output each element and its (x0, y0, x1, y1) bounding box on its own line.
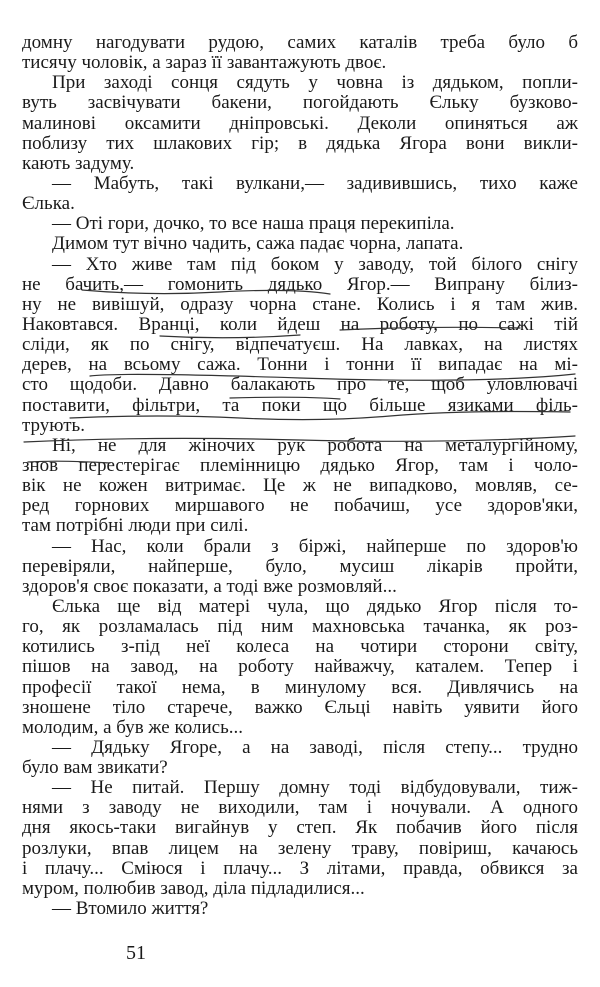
text-line: При заході сонця сядуть у човна із дядьком, попли- (52, 72, 578, 94)
text-line: розлуки, впав лицем на зелену траву, повіриш, качаюсь (22, 837, 578, 859)
text-line: тисячу чоловік, а зараз її завантажують двоє. (22, 52, 387, 74)
text-line: малинові оксамити дніпровські. Деколи опиняться аж (22, 112, 578, 134)
text-line: ну не вивішуй, одразу чорна стане. Колись і я там жив. (22, 293, 578, 315)
text-line: нями з заводу не виходили, там і ночували. А одного (22, 797, 578, 819)
text-line: Ні, не для жіночих рук робота на металургійному, (52, 434, 578, 456)
text-line: — Не питай. Першу домну тоді відбудовували, тиж- (52, 777, 578, 799)
text-line: дня якось-таки вигайнув у степ. Як побачив його після (22, 817, 578, 839)
text-line: пішов на завод, на роботу найважчу, каталем. Тепер і (22, 656, 578, 678)
text-line: перевіряли, найперше, було, мусиш лікарів пройти, (22, 555, 578, 577)
text-line: поблизу тих шлакових гір; в дядька Ягора вони викли- (22, 132, 578, 154)
text-line: вік не кожен витримає. Це ж не випадково, мовляв, се- (22, 475, 578, 497)
text-line: котились з-під неї колеса на чотири сторони світу, (22, 636, 578, 658)
text-line: там потрібні люди при силі. (22, 515, 249, 537)
text-line: зношене тіло старече, важко Єльці навіть уявити його (22, 696, 578, 718)
text-line: дерев, на всьому сажа. Тонни і тонни її випадає на мі- (22, 354, 578, 376)
page-number: 51 (126, 942, 146, 964)
text-line: Єлька. (22, 193, 75, 215)
text-line: — Втомило життя? (52, 898, 209, 920)
text-line: Єлька ще від матері чула, що дядько Ягор після то- (52, 595, 578, 617)
text-line: і плачу... Сміюся і плачу... З літами, правда, обвикся за (22, 857, 578, 879)
text-line: — Хто живе там під боком у заводу, той білого снігу (52, 253, 578, 275)
text-line: — Оті гори, дочко, то все наша праця перекипіла. (52, 213, 455, 235)
text-line: домну нагодувати рудою, самих каталів треба було б (22, 32, 578, 53)
text-line: вуть засвічувати бакени, погойдають Єльку бузково- (22, 92, 578, 114)
text-line: професії такої нема, в минулому вся. Дивлячись на (22, 676, 578, 698)
text-line: було вам звикати? (22, 757, 168, 779)
book-page-text (22, 33, 578, 919)
text-line: не бачить,— гомонить дядько Ягор.— Випрану білиз- (22, 273, 578, 295)
text-line: Димом тут вічно чадить, сажа падає чорна, лапата. (52, 233, 464, 255)
text-line: го, як розламалась під ним махновська тачанка, як роз- (22, 616, 578, 638)
text-line: муром, полюбив завод, діла підладилися... (22, 877, 365, 899)
text-line: — Нас, коли брали з біржі, найперше по здоров'ю (52, 535, 578, 557)
text-line: — Мабуть, такі вулкани,— задивившись, тихо каже (52, 172, 578, 194)
text-line: сліди, як по снігу, відпечатуєш. На лавках, на листях (22, 334, 578, 356)
text-line: — Дядьку Ягоре, а на заводі, після степу... трудно (52, 736, 578, 758)
text-line: сто щодоби. Давно балакають про те, щоб уловлювачі (22, 374, 578, 396)
text-line: кають задуму. (22, 152, 135, 174)
text-line: ред горнових миршавого не побачиш, усе здоров'яки, (22, 495, 578, 517)
text-line: здоров'я своє показати, а тоді вже розмовляй... (22, 575, 397, 597)
text-line: трують. (22, 414, 85, 436)
text-line: знов перестерігає племінницю дядько Ягор, там і чоло- (22, 454, 578, 476)
text-line: поставити, фільтри, та поки що більше язиками філь- (22, 394, 578, 416)
text-line: молодим, а був же колись... (22, 716, 243, 738)
text-line: Наковтався. Вранці, коли йдеш на роботу, по сажі тій (22, 313, 578, 335)
